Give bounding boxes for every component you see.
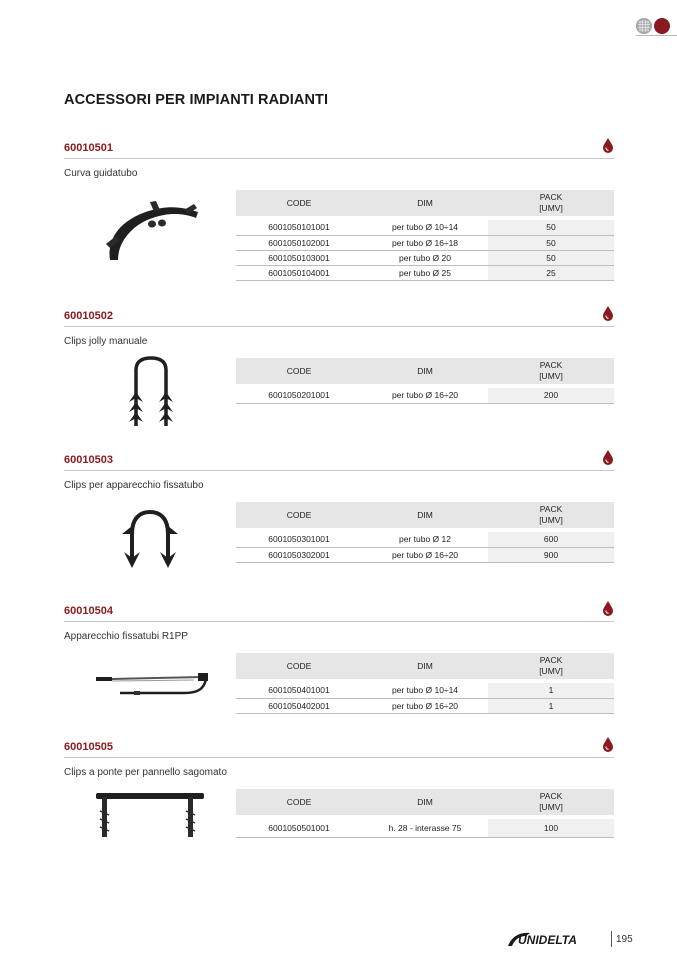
row-pack: 1 <box>488 698 614 713</box>
grid-icon <box>636 18 652 34</box>
header-code: CODE <box>236 502 362 528</box>
table-row <box>236 698 614 713</box>
header-code: CODE <box>236 190 362 216</box>
section-description: Clips per apparecchio fissatubo <box>64 480 204 491</box>
row-code: 6001050301001 <box>236 532 362 547</box>
header-pack: PACK [UMV] <box>488 789 614 815</box>
section-code: 60010504 <box>64 605 113 617</box>
table-row <box>236 220 614 235</box>
section-code: 60010502 <box>64 310 113 322</box>
row-dim: per tubo Ø 10÷14 <box>362 683 488 698</box>
drop-icon <box>602 449 614 465</box>
header-dim: DIM <box>362 502 488 528</box>
section-description: Clips a ponte per pannello sagomato <box>64 767 227 778</box>
header-dim: DIM <box>362 653 488 679</box>
header-dim: DIM <box>362 190 488 216</box>
section-rule <box>64 757 614 758</box>
row-pack: 50 <box>488 220 614 235</box>
row-code: 6001050501001 <box>236 819 362 837</box>
header-code: CODE <box>236 653 362 679</box>
row-pack: 50 <box>488 235 614 250</box>
header-code: CODE <box>236 358 362 384</box>
row-pack: 100 <box>488 819 614 837</box>
table-row <box>236 265 614 280</box>
row-pack: 200 <box>488 388 614 403</box>
row-code: 6001050104001 <box>236 265 362 280</box>
header-code: CODE <box>236 789 362 815</box>
section-description: Curva guidatubo <box>64 168 138 179</box>
section-rule <box>64 470 614 471</box>
clips-jolly-image <box>128 356 174 428</box>
row-code: 6001050102001 <box>236 235 362 250</box>
row-dim: per tubo Ø 16÷20 <box>362 698 488 713</box>
row-code: 6001050401001 <box>236 683 362 698</box>
clips-fissatubo-image <box>120 508 180 570</box>
table-row <box>236 388 614 403</box>
section-rule <box>64 326 614 327</box>
header-dim: DIM <box>362 789 488 815</box>
header-pack: PACK [UMV] <box>488 502 614 528</box>
row-dim: per tubo Ø 20 <box>362 250 488 265</box>
table-row <box>236 235 614 250</box>
section-rule <box>64 158 614 159</box>
drop-icon <box>602 137 614 153</box>
row-code: 6001050402001 <box>236 698 362 713</box>
header-rule <box>636 35 677 36</box>
row-dim: per tubo Ø 16÷18 <box>362 235 488 250</box>
row-pack: 1 <box>488 683 614 698</box>
table-row <box>236 532 614 547</box>
row-dim: per tubo Ø 12 <box>362 532 488 547</box>
unidelta-logo <box>506 930 606 948</box>
table-row <box>236 683 614 698</box>
section-rule <box>64 621 614 622</box>
row-code: 6001050201001 <box>236 388 362 403</box>
drop-icon <box>602 305 614 321</box>
drop-icon <box>602 736 614 752</box>
header-dim: DIM <box>362 358 488 384</box>
row-code: 6001050302001 <box>236 547 362 562</box>
spec-table <box>236 190 614 281</box>
row-code: 6001050101001 <box>236 220 362 235</box>
page-title: ACCESSORI PER IMPIANTI RADIANTI <box>64 92 329 108</box>
drop-icon <box>602 600 614 616</box>
row-dim: per tubo Ø 16÷20 <box>362 388 488 403</box>
clips-ponte-image <box>94 791 208 841</box>
table-row <box>236 547 614 562</box>
spec-table <box>236 502 614 563</box>
row-code: 6001050103001 <box>236 250 362 265</box>
row-dim: per tubo Ø 10÷14 <box>362 220 488 235</box>
section-code: 60010503 <box>64 454 113 466</box>
row-pack: 900 <box>488 547 614 562</box>
red-circle-icon <box>654 18 670 34</box>
section-description: Apparecchio fissatubi R1PP <box>64 631 188 642</box>
section-code: 60010501 <box>64 142 113 154</box>
spec-table <box>236 358 614 404</box>
header-pack: PACK [UMV] <box>488 653 614 679</box>
page-number: 195 <box>616 934 633 945</box>
spec-table <box>236 653 614 714</box>
row-pack: 25 <box>488 265 614 280</box>
curva-guidatubo-image <box>102 198 202 264</box>
row-dim: per tubo Ø 25 <box>362 265 488 280</box>
row-pack: 600 <box>488 532 614 547</box>
row-pack: 50 <box>488 250 614 265</box>
svg-text:UNIDELTA: UNIDELTA <box>518 933 577 947</box>
footer-separator <box>611 931 612 947</box>
table-row <box>236 250 614 265</box>
row-dim: h. 28 - interasse 75 <box>362 819 488 837</box>
spec-table <box>236 789 614 838</box>
section-code: 60010505 <box>64 741 113 753</box>
row-dim: per tubo Ø 16÷20 <box>362 547 488 562</box>
table-row <box>236 819 614 837</box>
fissatubi-tool-image <box>94 669 214 699</box>
header-pack: PACK [UMV] <box>488 190 614 216</box>
section-description: Clips jolly manuale <box>64 336 148 347</box>
header-pack: PACK [UMV] <box>488 358 614 384</box>
